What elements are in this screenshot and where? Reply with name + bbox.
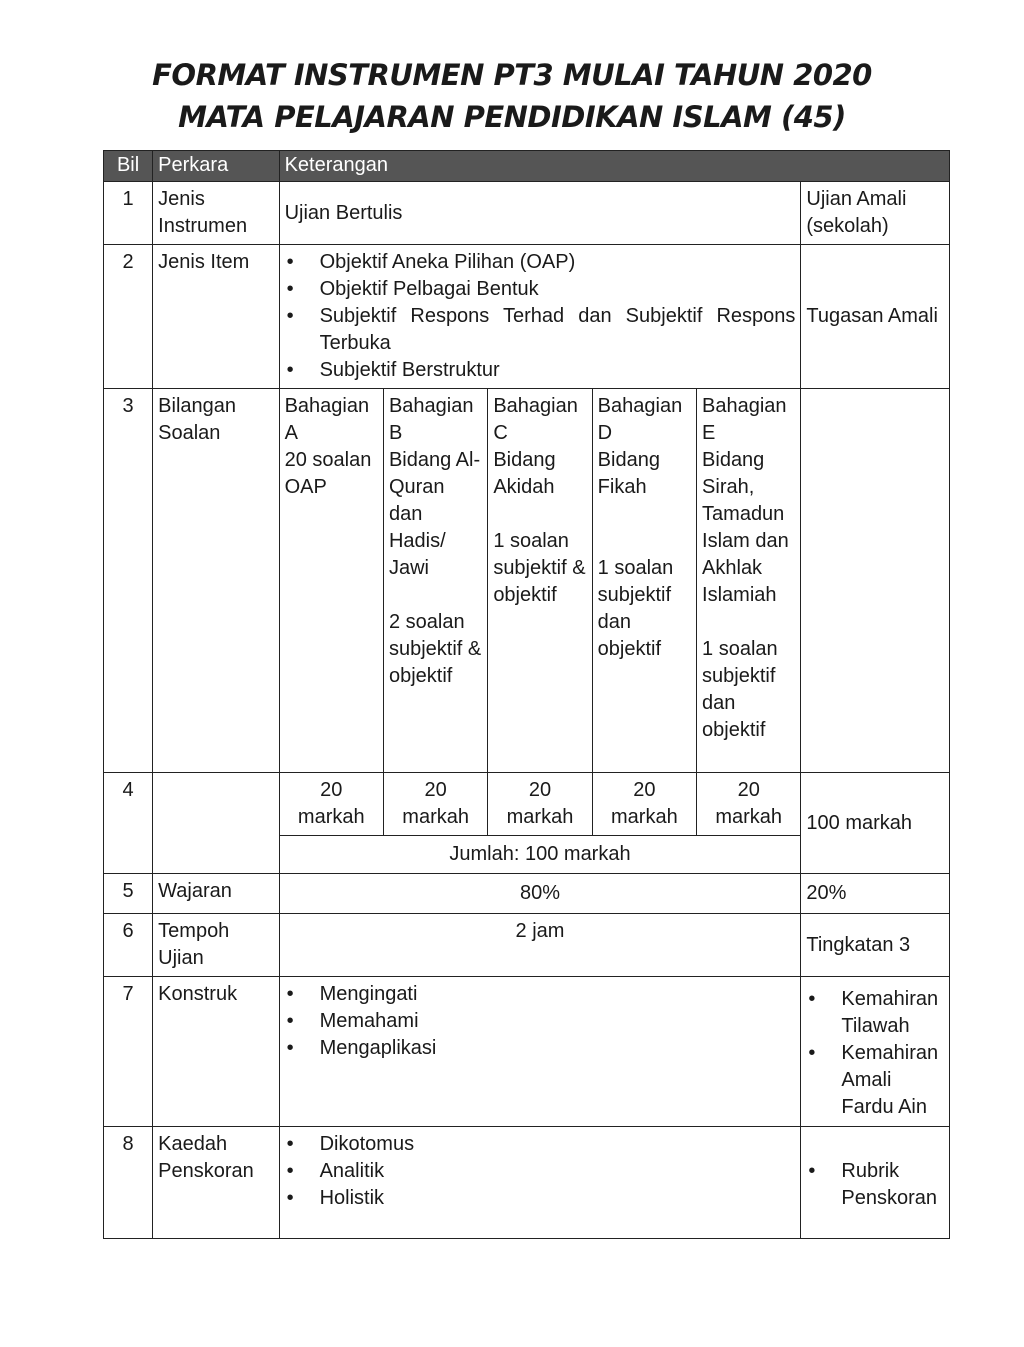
section-b-name: Bahagian B <box>388 395 474 444</box>
document-title-line-2: MATA PELAJARAN PENDIDIKAN ISLAM (45) <box>178 100 846 134</box>
row-4-perkara <box>153 773 279 874</box>
section-c-field: Bidang Akidah <box>493 449 556 498</box>
item-type: • Objektif Pelbagai Bentuk <box>285 276 796 303</box>
row-3 <box>104 389 950 773</box>
header-keterangan: Keterangan <box>279 151 949 182</box>
row-1-bil: 1 <box>104 182 153 245</box>
practical-level: Tingkatan 3 <box>801 914 950 977</box>
row-7-bil: 7 <box>104 977 153 1127</box>
marks-b: 20 markah <box>383 773 487 836</box>
row-4 <box>104 773 950 836</box>
row-7-perkara: Konstruk <box>153 977 279 1127</box>
header-perkara: Perkara <box>153 151 279 182</box>
row-2-bil: 2 <box>104 245 153 389</box>
row-2-item-types <box>279 245 801 389</box>
scoring-method-list <box>279 1127 801 1239</box>
section-b <box>383 389 487 773</box>
construct-item: • Mengingati <box>285 981 796 1008</box>
item-type: • Subjektif Berstruktur <box>285 357 796 384</box>
section-d-name: Bahagian D <box>597 395 683 444</box>
row-5-perkara: Wajaran <box>153 874 279 914</box>
written-weight: 80% <box>279 874 801 914</box>
row-6-bil: 6 <box>104 914 153 977</box>
scoring-method-item: • Holistik <box>285 1185 796 1212</box>
row-2-perkara: Jenis Item <box>153 245 279 389</box>
practical-construct-list <box>801 977 950 1127</box>
row-8-perkara: Kaedah Penskoran <box>153 1127 279 1239</box>
item-type: • Objektif Aneka Pilihan (OAP) <box>285 249 796 276</box>
row-1-perkara: Jenis Instrumen <box>153 182 279 245</box>
row-2 <box>104 245 950 389</box>
row-3-perkara: Bilangan Soalan <box>153 389 279 773</box>
construct-list <box>279 977 801 1127</box>
section-e-field: Bidang Sirah, Tamadun Islam dan Akhlak Islamiah <box>702 449 789 606</box>
row-1 <box>104 182 950 245</box>
practical-scoring-item: • Rubrik Penskoran <box>806 1158 944 1212</box>
item-type: • Subjektif Respons Terhad dan Subjektif Respons Terbuka <box>285 303 796 357</box>
test-duration: 2 jam <box>279 914 801 977</box>
section-a-questions: 20 soalan OAP <box>284 449 372 498</box>
section-d <box>592 389 696 773</box>
section-e-name: Bahagian E <box>702 395 787 444</box>
total-marks: Jumlah: 100 markah <box>279 836 801 874</box>
header-row <box>104 151 950 182</box>
section-d-field: Bidang Fikah <box>597 449 660 498</box>
row-6 <box>104 914 950 977</box>
marks-a: 20 markah <box>279 773 383 836</box>
practical-scoring-list <box>801 1127 950 1239</box>
practical-weight: 20% <box>801 874 950 914</box>
row-3-bil: 3 <box>104 389 153 773</box>
section-a-name: Bahagian A <box>284 395 370 444</box>
practical-construct-item: • Kemahiran Tilawah <box>806 986 944 1040</box>
section-b-questions: 2 soalan subjektif & objektif <box>388 611 482 687</box>
section-c <box>488 389 592 773</box>
marks-e: 20 markah <box>697 773 801 836</box>
row-5-bil: 5 <box>104 874 153 914</box>
section-e <box>697 389 801 773</box>
row-2-practical-task: Tugasan Amali <box>801 245 950 389</box>
section-b-field: Bidang Al-Quran dan Hadis/ Jawi <box>388 449 481 579</box>
scoring-method-item: • Analitik <box>285 1158 796 1185</box>
row-8-bil: 8 <box>104 1127 153 1239</box>
format-table <box>103 150 950 1239</box>
row-1-practical-test: Ujian Amali (sekolah) <box>801 182 950 245</box>
row-4-practical-marks: 100 markah <box>801 773 950 874</box>
row-5 <box>104 874 950 914</box>
row-8 <box>104 1127 950 1239</box>
section-d-questions: 1 soalan subjektif dan objektif <box>597 557 674 660</box>
scoring-method-item: • Dikotomus <box>285 1131 796 1158</box>
construct-item: • Memahami <box>285 1008 796 1035</box>
practical-construct-item: • Kemahiran Amali Fardu Ain <box>806 1040 944 1121</box>
row-1-written-test: Ujian Bertulis <box>279 182 801 245</box>
row-4-bil: 4 <box>104 773 153 874</box>
row-3-practical-empty <box>801 389 950 773</box>
marks-d: 20 markah <box>592 773 696 836</box>
section-c-name: Bahagian C <box>493 395 578 444</box>
construct-item: • Mengaplikasi <box>285 1035 796 1062</box>
row-7 <box>104 977 950 1127</box>
section-e-questions: 1 soalan subjektif dan objektif <box>702 638 778 741</box>
document-title-line-1: FORMAT INSTRUMEN PT3 MULAI TAHUN 2020 <box>152 58 872 92</box>
header-bil: Bil <box>104 151 153 182</box>
marks-c: 20 markah <box>488 773 592 836</box>
row-6-perkara: Tempoh Ujian <box>153 914 279 977</box>
section-a <box>279 389 383 773</box>
section-c-questions: 1 soalan subjektif & objektif <box>493 530 586 606</box>
